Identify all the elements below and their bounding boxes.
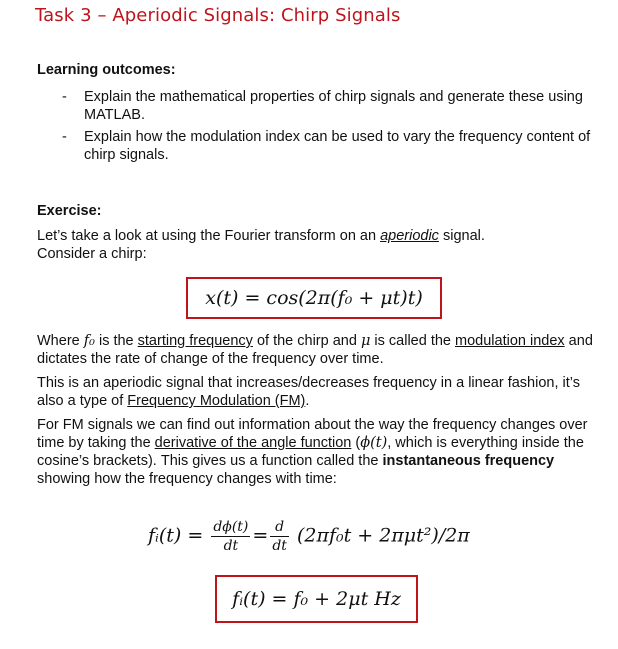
aperiodic-paragraph bbox=[37, 374, 597, 410]
f0-symbol: f₀ bbox=[83, 333, 95, 349]
fm-text: For FM signals we can find out information about the way the frequency changes over time by taking the bbox=[37, 417, 588, 451]
fi-lhs: fᵢ(t) = bbox=[148, 524, 204, 547]
result-equation: fᵢ(t) = f₀ + 2μt Hz bbox=[232, 588, 401, 610]
phi-symbol: ϕ(t) bbox=[360, 435, 388, 451]
result-equation-box bbox=[215, 575, 418, 623]
exercise-heading: Exercise: bbox=[37, 203, 102, 219]
learning-outcomes-heading: Learning outcomes: bbox=[37, 62, 176, 78]
fm-paragraph bbox=[37, 416, 597, 488]
fraction bbox=[211, 518, 250, 555]
bullet-dash: - bbox=[62, 129, 67, 145]
instantaneous-frequency-term: instantaneous frequency bbox=[382, 453, 555, 469]
where-text: and dictates the rate of change of the frequency over time. bbox=[37, 333, 593, 367]
starting-frequency-link[interactable]: starting frequency bbox=[137, 333, 253, 349]
intro-text: Let’s take a look at using the Fourier transform on an bbox=[37, 228, 381, 244]
frequency-modulation-link[interactable]: Frequency Modulation (FM) bbox=[127, 393, 306, 409]
fraction-numerator: dϕ(t) bbox=[213, 519, 249, 535]
fraction-numerator: d bbox=[270, 518, 289, 537]
fi-rhs: (2πf₀t + 2πμt²)/2π bbox=[296, 524, 470, 547]
where-text: Where bbox=[37, 333, 84, 349]
learning-outcomes-list bbox=[62, 88, 602, 168]
exercise-intro bbox=[37, 227, 597, 263]
aperiodic-link[interactable]: aperiodic bbox=[380, 228, 439, 244]
list-item-text: Explain the mathematical properties of chirp signals and generate these using MATLAB. bbox=[84, 89, 583, 123]
fraction-denominator: dt bbox=[272, 538, 287, 554]
where-text: is called the bbox=[370, 333, 456, 349]
fraction-denominator: dt bbox=[223, 538, 239, 554]
intro-text-end: signal. bbox=[438, 228, 485, 244]
where-paragraph bbox=[37, 332, 597, 368]
fm-text: , which is everything inside the cosine’s brackets). This gives us a function called the bbox=[37, 435, 584, 469]
consider-chirp-text: Consider a chirp: bbox=[37, 246, 147, 262]
bullet-dash: - bbox=[62, 89, 67, 105]
list-item bbox=[62, 88, 602, 124]
equals-sign: = bbox=[252, 524, 269, 547]
page-title: Task 3 – Aperiodic Signals: Chirp Signals bbox=[35, 5, 401, 26]
where-text: of the chirp and bbox=[252, 333, 361, 349]
chirp-equation: x(t) = cos(2π(f₀ + μt)t) bbox=[205, 287, 423, 309]
aperiodic-text: This is an aperiodic signal that increases/decreases frequency in a linear fashion, it’s also a type of bbox=[37, 375, 580, 409]
chirp-equation-box bbox=[186, 277, 442, 319]
instantaneous-frequency-equation bbox=[148, 518, 470, 555]
fm-text: showing how the frequency changes with time: bbox=[37, 471, 337, 487]
aperiodic-text-end: . bbox=[305, 393, 310, 409]
list-item-text: Explain how the modulation index can be used to vary the frequency content of chirp signals. bbox=[84, 129, 591, 163]
angle-function-derivative-link[interactable]: derivative of the angle function bbox=[154, 435, 352, 451]
list-item bbox=[62, 128, 602, 164]
fm-text: ( bbox=[351, 435, 361, 451]
modulation-index-link[interactable]: modulation index bbox=[455, 333, 565, 349]
fraction bbox=[270, 518, 289, 555]
mu-symbol: μ bbox=[360, 333, 371, 349]
where-text: is the bbox=[94, 333, 138, 349]
